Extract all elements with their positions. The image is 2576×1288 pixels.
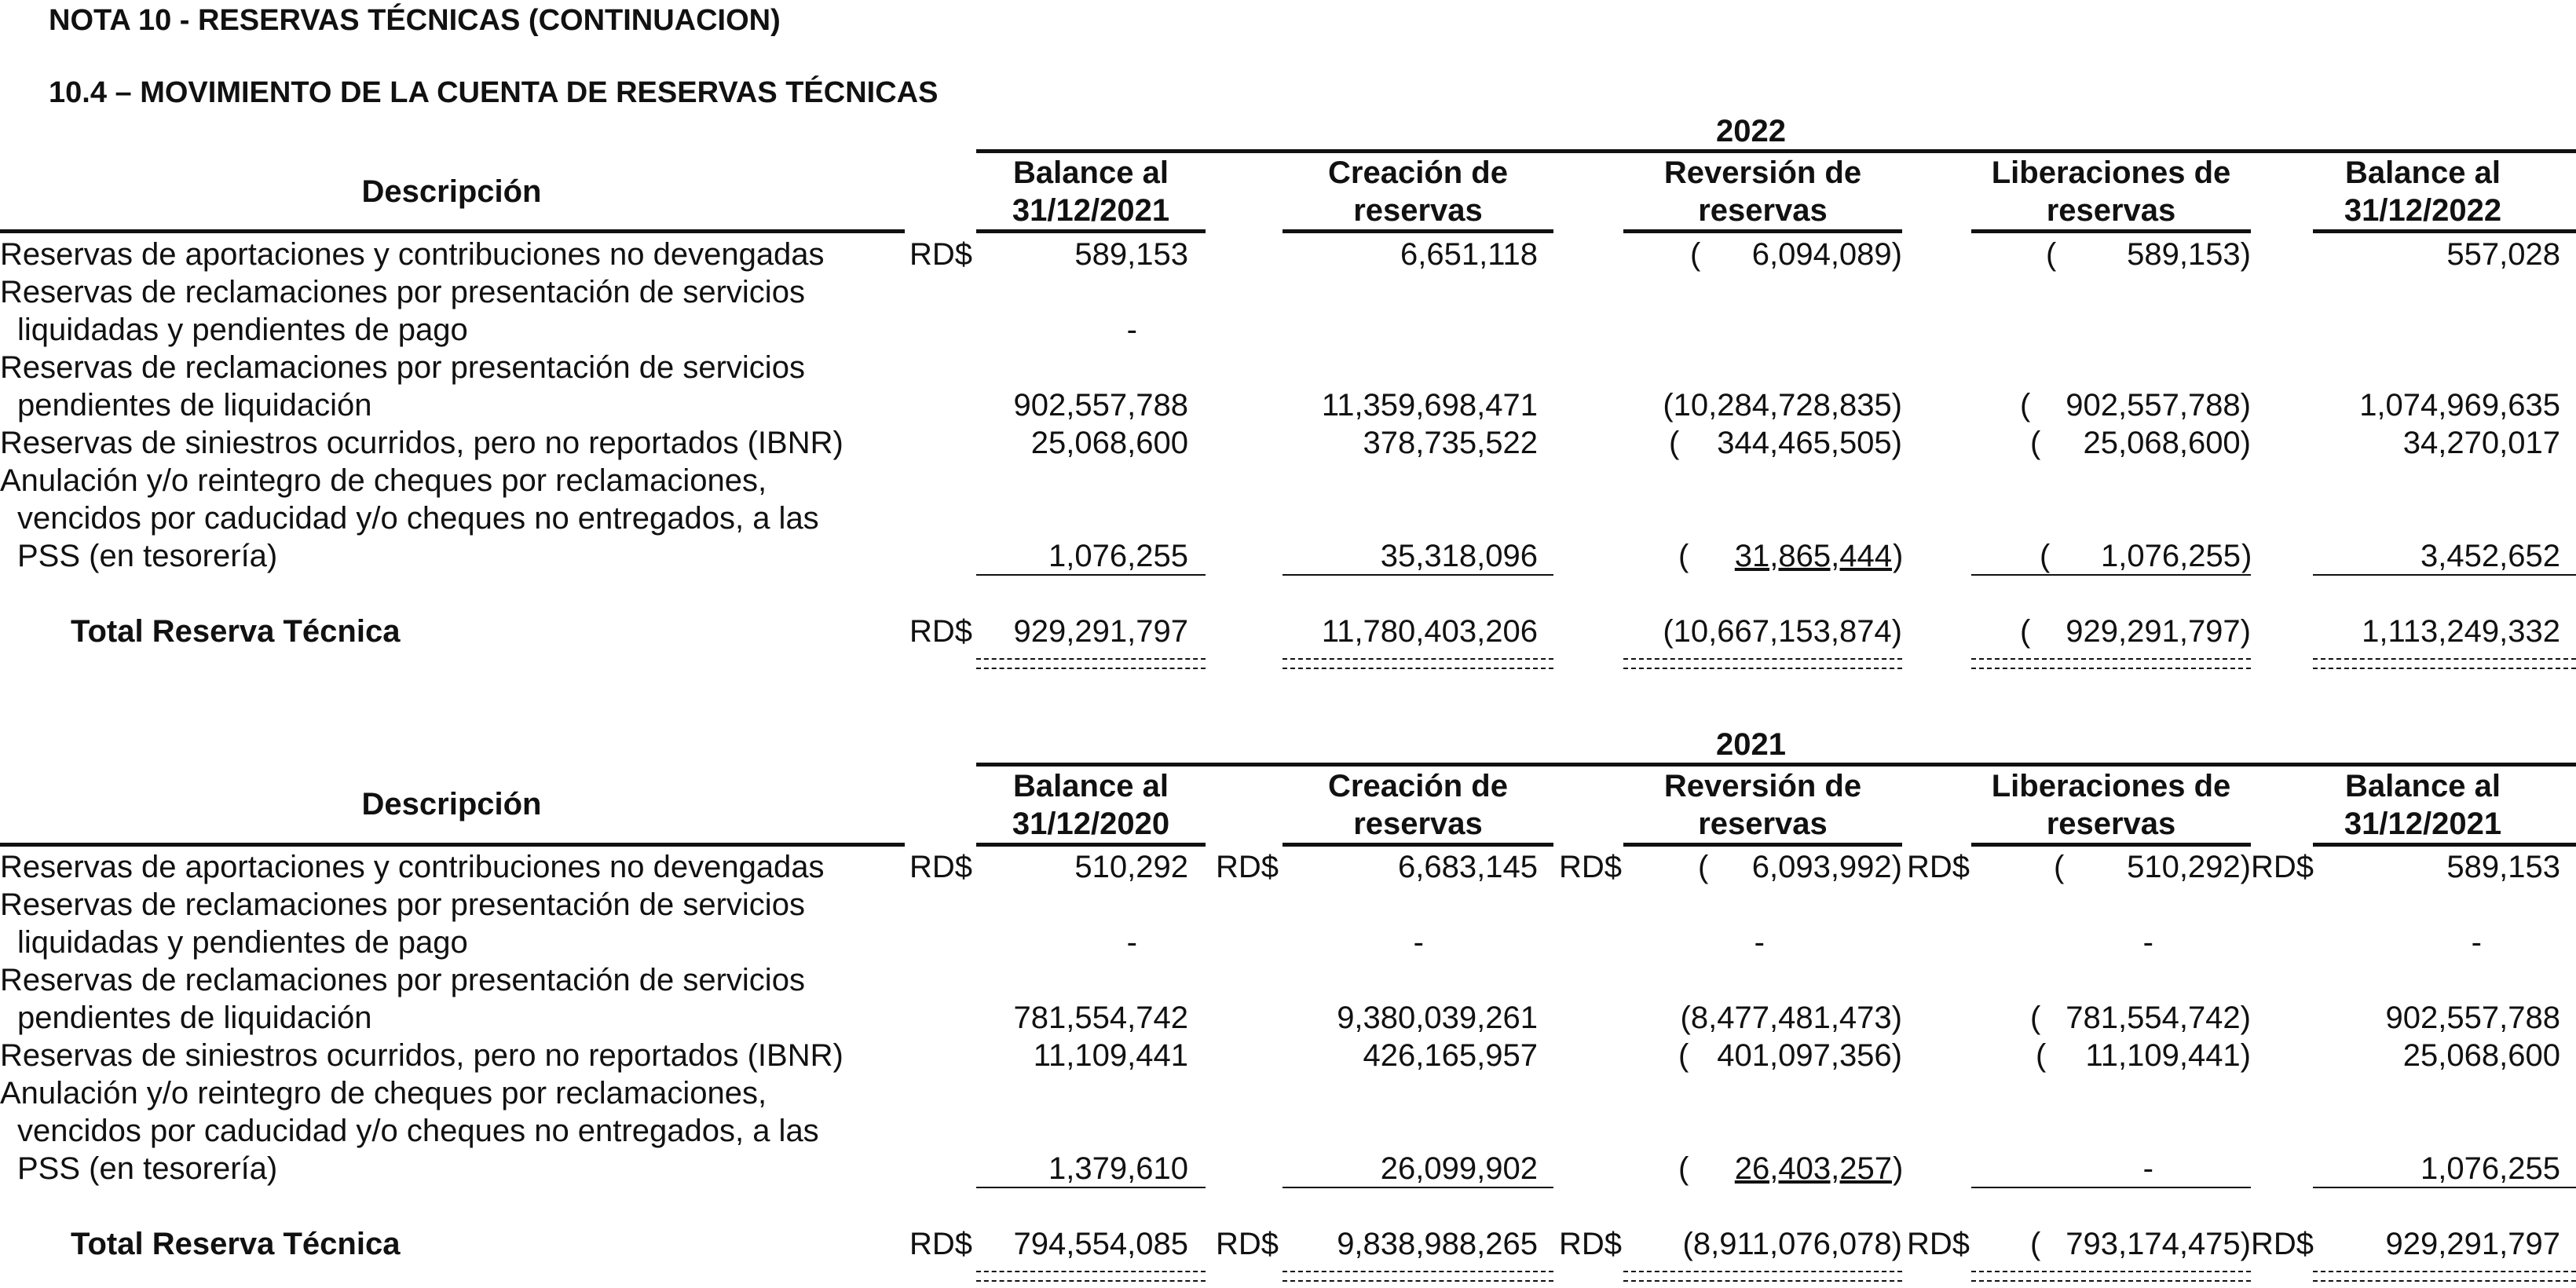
row-desc-reclamaciones-pendientes: Reservas de reclamaciones por presentación de servicios pendientes de liquidación [0, 350, 805, 423]
col-rule [976, 229, 1206, 233]
cell: 557,028 [2446, 237, 2560, 272]
cell: 929,291,797 [2385, 1227, 2560, 1261]
cell: 929,291,797) [2066, 614, 2251, 649]
cell: 589,153) [2127, 237, 2251, 272]
col-rule [2313, 229, 2576, 233]
year-rule [976, 763, 2576, 767]
row-desc-aportaciones: Reservas de aportaciones y contribuciones no devengadas [0, 850, 825, 884]
currency: RD$ [1559, 850, 1623, 884]
cell: 1,379,610 [1048, 1151, 1188, 1186]
cell: - [1413, 925, 1424, 960]
cell: 929,291,797 [1013, 614, 1188, 649]
cell: - [2471, 925, 2482, 960]
year-label: 2022 [1716, 114, 1786, 148]
cell: 11,109,441 [1033, 1038, 1188, 1073]
open-paren: ( [1678, 539, 1689, 573]
double-rule [2313, 1271, 2576, 1282]
total-label: Total Reserva Técnica [71, 1227, 401, 1261]
cell: 1,113,249,332 [2362, 614, 2560, 649]
note-title: NOTA 10 - RESERVAS TÉCNICAS (CONTINUACION) [49, 4, 781, 37]
row-desc-aportaciones: Reservas de aportaciones y contribuciones no devengadas [0, 237, 825, 272]
year-label: 2021 [1716, 727, 1786, 762]
cell: 26,403,257 [1734, 1151, 1892, 1186]
col-rule [1283, 843, 1553, 847]
cell: 510,292 [1074, 850, 1188, 884]
subtotal-rule [2313, 1187, 2576, 1188]
open-paren: ( [2036, 1038, 2047, 1073]
cell: 11,109,441) [2085, 1038, 2251, 1073]
close-paren: ) [1893, 1151, 1904, 1186]
row-desc-reclamaciones-liquidadas: Reservas de reclamaciones por presentación de servicios liquidadas y pendientes de pago [0, 887, 805, 960]
open-paren: ( [1678, 1038, 1689, 1073]
cell: 589,153 [1074, 237, 1188, 272]
cell: 344,465,505) [1717, 426, 1902, 460]
col-rule [1971, 843, 2251, 847]
col-header-balance-open: Balance al 31/12/2021 [1012, 156, 1170, 228]
cell: - [1126, 925, 1137, 960]
open-paren: ( [1698, 850, 1709, 884]
cell: 9,838,988,265 [1337, 1227, 1538, 1261]
double-rule [976, 1271, 1206, 1282]
currency: RD$ [1907, 1227, 1970, 1261]
open-paren: ( [1669, 426, 1680, 460]
double-rule [1283, 1271, 1553, 1282]
cell: 25,068,600 [1030, 426, 1188, 460]
col-header-balance-open: Balance al 31/12/2020 [1012, 769, 1170, 841]
col-rule [1971, 229, 2251, 233]
currency: RD$ [1907, 850, 1970, 884]
open-paren: ( [2040, 539, 2051, 573]
cell: 6,683,145 [1398, 850, 1538, 884]
currency: RD$ [1216, 1227, 1279, 1261]
col-header-creacion: Creación de reservas [1328, 156, 1508, 228]
row-desc-reclamaciones-pendientes: Reservas de reclamaciones por presentación de servicios pendientes de liquidación [0, 963, 805, 1035]
desc-header-rule [0, 229, 905, 233]
double-rule [1283, 658, 1553, 669]
cell: - [2142, 1151, 2153, 1186]
row-desc-ibnr: Reservas de siniestros ocurridos, pero no reportados (IBNR) [0, 1038, 843, 1073]
col-rule [1623, 843, 1902, 847]
currency: RD$ [1559, 1227, 1623, 1261]
currency: RD$ [909, 850, 973, 884]
cell: (8,911,076,078) [1682, 1227, 1902, 1261]
row-desc-anulacion: Anulación y/o reintegro de cheques por reclamaciones, vencidos por caducidad y/o cheques no entregados, a las PSS (en tesorería) [0, 463, 819, 573]
cell: 781,554,742 [1013, 1001, 1188, 1035]
cell: 34,270,017 [2402, 426, 2560, 460]
cell: 1,076,255 [2420, 1151, 2560, 1186]
total-label: Total Reserva Técnica [71, 614, 401, 649]
col-header-liberaciones: Liberaciones de reservas [1991, 156, 2231, 228]
subtotal-rule [1971, 1187, 2251, 1188]
col-header-balance-close: Balance al 31/12/2021 [2344, 769, 2502, 841]
close-paren: ) [1893, 539, 1904, 573]
col-rule [1623, 229, 1902, 233]
col-header-reversion: Reversión de reservas [1663, 769, 1862, 841]
cell: 401,097,356) [1717, 1038, 1902, 1073]
open-paren: ( [1678, 1151, 1689, 1186]
col-header-creacion: Creación de reservas [1328, 769, 1508, 841]
col-header-reversion: Reversión de reservas [1663, 156, 1862, 228]
cell: (8,477,481,473) [1680, 1001, 1902, 1035]
cell: 902,557,788 [2385, 1001, 2560, 1035]
currency: RD$ [2251, 850, 2314, 884]
close-paren: ) [2241, 539, 2252, 573]
currency: RD$ [2251, 1227, 2314, 1261]
cell: 3,452,652 [2420, 539, 2560, 573]
currency: RD$ [909, 1227, 973, 1261]
col-rule [976, 843, 1206, 847]
cell: 25,068,600 [2402, 1038, 2560, 1073]
col-header-balance-close: Balance al 31/12/2022 [2344, 156, 2502, 228]
cell: 426,165,957 [1363, 1038, 1538, 1073]
cell: 1,076,255 [1048, 539, 1188, 573]
desc-header-rule [0, 843, 905, 847]
subtotal-rule [1283, 1187, 1553, 1188]
open-paren: ( [2020, 614, 2031, 649]
cell: 794,554,085 [1013, 1227, 1188, 1261]
cell: 6,094,089) [1751, 237, 1902, 272]
cell: - [1126, 313, 1137, 347]
open-paren: ( [2030, 1227, 2041, 1261]
cell: 510,292) [2127, 850, 2251, 884]
cell: 11,359,698,471 [1321, 388, 1538, 423]
cell: 6,651,118 [1400, 237, 1538, 272]
open-paren: ( [2054, 850, 2065, 884]
cell: 1,076,255 [2101, 539, 2241, 573]
double-rule [1623, 658, 1902, 669]
row-desc-anulacion: Anulación y/o reintegro de cheques por reclamaciones, vencidos por caducidad y/o cheques no entregados, a las PSS (en tesorería) [0, 1076, 819, 1186]
double-rule [2313, 658, 2576, 669]
row-desc-ibnr: Reservas de siniestros ocurridos, pero no reportados (IBNR) [0, 426, 843, 460]
open-paren: ( [2030, 1001, 2041, 1035]
subtotal-rule [1283, 574, 1553, 576]
year-rule [976, 149, 2576, 153]
open-paren: ( [2046, 237, 2057, 272]
cell: 25,068,600) [2083, 426, 2251, 460]
cell: 781,554,742) [2066, 1001, 2251, 1035]
cell: 793,174,475) [2066, 1227, 2251, 1261]
currency: RD$ [909, 614, 973, 649]
col-rule [2313, 843, 2576, 847]
cell: - [2142, 925, 2153, 960]
double-rule [976, 658, 1206, 669]
cell: 11,780,403,206 [1321, 614, 1538, 649]
cell: (10,667,153,874) [1663, 614, 1902, 649]
cell: 6,093,992) [1751, 850, 1902, 884]
cell: - [1754, 925, 1765, 960]
currency: RD$ [1216, 850, 1279, 884]
desc-header: Descripción [361, 787, 542, 821]
cell: 26,099,902 [1380, 1151, 1538, 1186]
subtotal-rule [976, 1187, 1206, 1188]
cell: 1,074,969,635 [2359, 388, 2560, 423]
cell: 902,557,788) [2066, 388, 2251, 423]
cell: 589,153 [2446, 850, 2560, 884]
cell: 35,318,096 [1380, 539, 1538, 573]
cell: (10,284,728,835) [1663, 388, 1902, 423]
open-paren: ( [2030, 426, 2041, 460]
section-title: 10.4 – MOVIMIENTO DE LA CUENTA DE RESERVAS TÉCNICAS [49, 76, 939, 109]
currency: RD$ [909, 237, 973, 272]
open-paren: ( [1690, 237, 1701, 272]
cell: 902,557,788 [1013, 388, 1188, 423]
col-rule [1283, 229, 1553, 233]
desc-header: Descripción [361, 174, 542, 209]
double-rule [1623, 1271, 1902, 1282]
row-desc-reclamaciones-liquidadas: Reservas de reclamaciones por presentación de servicios liquidadas y pendientes de pago [0, 275, 805, 347]
subtotal-rule [976, 574, 1206, 576]
double-rule [1971, 1271, 2251, 1282]
subtotal-rule [2313, 574, 2576, 576]
cell: 31,865,444 [1734, 539, 1892, 573]
cell: 378,735,522 [1363, 426, 1538, 460]
open-paren: ( [2020, 388, 2031, 423]
col-header-liberaciones: Liberaciones de reservas [1991, 769, 2231, 841]
cell: 9,380,039,261 [1337, 1001, 1538, 1035]
subtotal-rule [1971, 574, 2251, 576]
double-rule [1971, 658, 2251, 669]
